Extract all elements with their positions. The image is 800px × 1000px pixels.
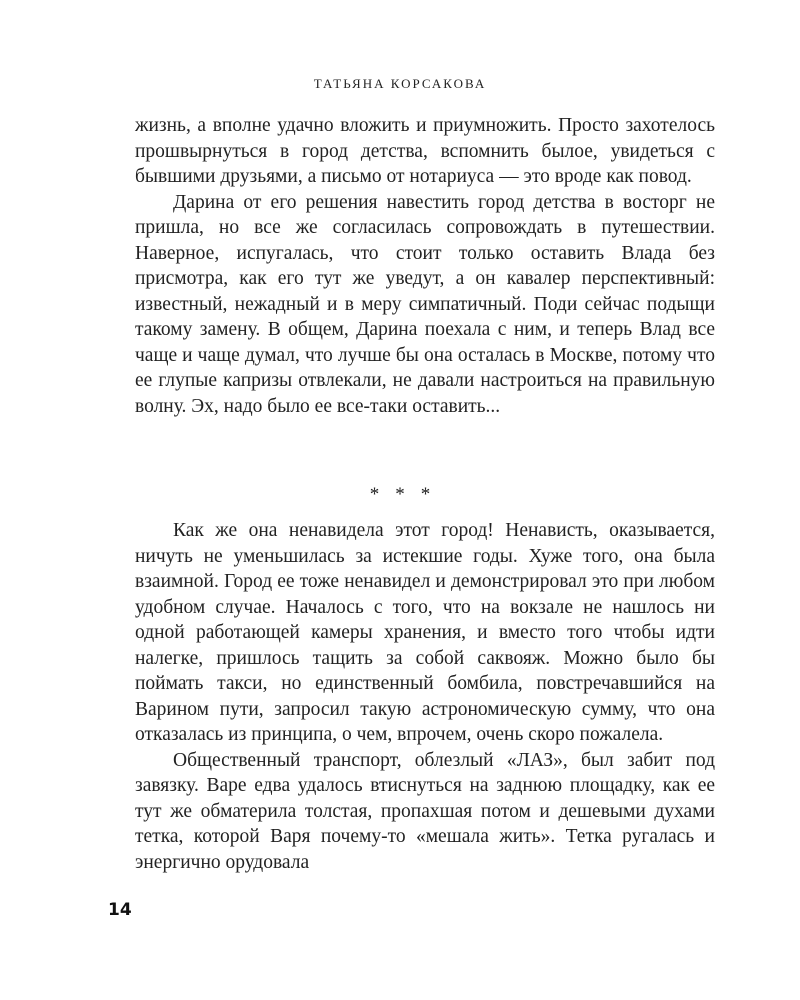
text-section-1 bbox=[135, 113, 715, 419]
paragraph: Общественный транспорт, облезлый «ЛАЗ», был забит под завязку. Варе едва удалось втиснуться на заднюю площадку, как ее тут же обматерила толстая, пропахшая потом и дешевыми духами тетка, которой Варя почему-то «мешала жить». Тетка ругалась и энергично орудовала bbox=[135, 749, 715, 873]
section-separator: *** bbox=[369, 484, 447, 505]
page-number: 14 bbox=[108, 900, 132, 920]
text-section-2 bbox=[135, 518, 715, 875]
paragraph: жизнь, а вполне удачно вложить и приумножить. Просто захотелось прошвырнуться в город детства, вспомнить былое, увидеться с бывшими друзьями, а письмо от нотариуса — это вроде как повод. bbox=[135, 115, 715, 187]
running-title: ТАТЬЯНА КОРСАКОВА bbox=[313, 76, 487, 91]
paragraph: Дарина от его решения навестить город детства в восторг не пришла, но все же согласилась сопровождать в путешествии. Наверное, испугалась, что стоит только оставить Влада без присмотра, как его тут же уведут, а он кавалер перспективный: известный, нежадный и в меру симпатичный. Поди сейчас подыщи такому замену. В общем, Дарина поехала с ним, и теперь Влад все чаще и чаще думал, что лучше бы она осталась в Москве, потому что ее глупые капризы отвлекали, не давали настроиться на правильную волну. Эх, надо было ее все-таки оставить... bbox=[135, 191, 715, 417]
paragraph: Как же она ненавидела этот город! Ненависть, оказывается, ничуть не уменьшилась за истекшие годы. Хуже того, она была взаимной. Город ее тоже ненавидел и демонстрировал это при любом удобном случае. Началось с того, что на вокзале не нашлось ни одной работающей камеры хранения, и вместо того чтобы идти налегке, пришлось тащить за собой саквояж. Можно было бы поймать такси, но единственный бомбила, повстречавшийся на Варином пути, запросил такую астрономическую сумму, что она отказалась из принципа, о чем, впрочем, очень скоро пожалела. bbox=[135, 520, 715, 745]
